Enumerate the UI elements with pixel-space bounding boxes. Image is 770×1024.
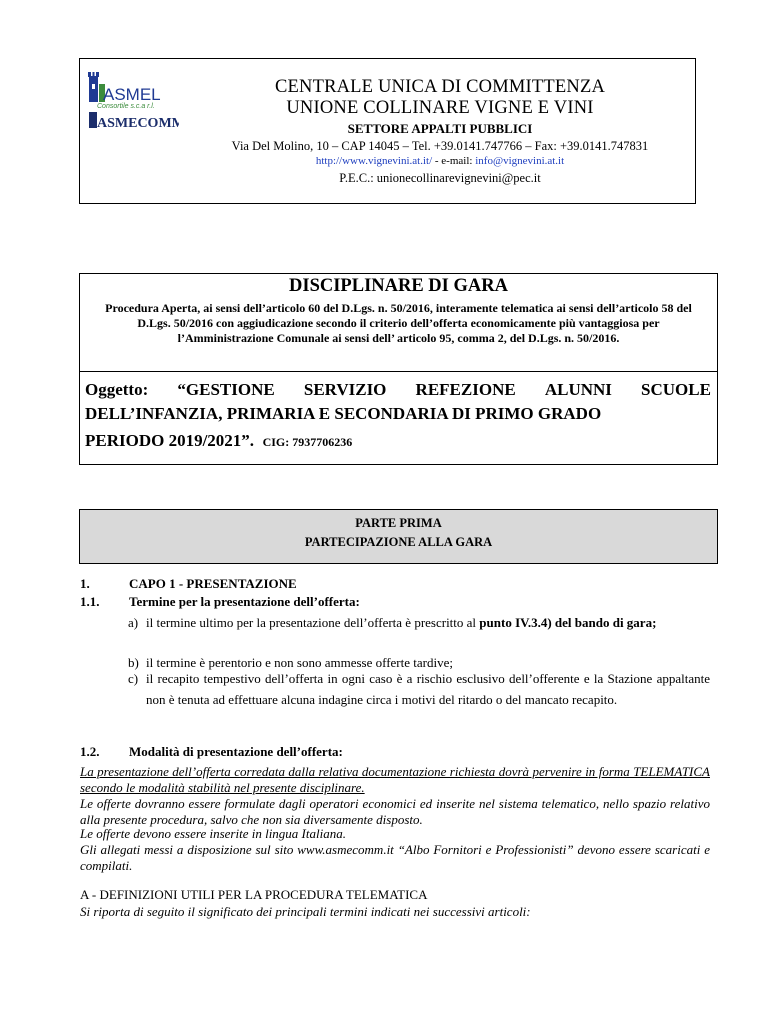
list-item	[128, 612, 710, 633]
definitions-subtitle: Si riporta di seguito il significato dei principali termini indicati nei successivi articoli:	[80, 904, 531, 919]
list-item-text-bold: punto IV.3.4) del bando di gara;	[479, 615, 657, 630]
list-item-text: il recapito tempestivo dell’offerta in ogni caso è a rischio esclusivo dell’offerente e la Stazione appaltante non è tenuta ad effettuare alcuna indagine circa i motivi del ritardo o del mancato recapito.	[146, 671, 710, 707]
oggetto-word: SCUOLE	[641, 380, 711, 399]
section-1-2-number: 1.2.	[80, 744, 100, 759]
section-1-1-number: 1.1.	[80, 594, 100, 609]
oggetto-periodo: PERIODO 2019/2021”.	[85, 431, 255, 450]
oggetto-word: SERVIZIO	[303, 380, 387, 399]
parte-prima-subtitle: PARTECIPAZIONE ALLA GARA	[304, 535, 493, 549]
header-web-line	[190, 155, 690, 167]
list-item-label: a)	[128, 615, 139, 630]
list-item-text-plain: il termine ultimo per la presentazione dell’offerta è prescritto al	[146, 615, 480, 630]
logo-brand2: ASMECOMM	[97, 116, 179, 131]
logo-brand1-sub: Consortile s.c.a r.l.	[97, 103, 155, 110]
oggetto-word: ALUNNI	[544, 380, 612, 399]
logo-brand1: ASMEL	[103, 85, 161, 104]
header-title-line1: CENTRALE UNICA DI COMMITTENZA	[274, 77, 606, 97]
list-item	[128, 668, 710, 710]
list-item-label: b)	[128, 655, 139, 670]
oggetto-line3	[85, 431, 711, 451]
section-1-title: CAPO 1 - PRESENTAZIONE	[129, 576, 297, 591]
header-pec: P.E.C.: unionecollinarevignevini@pec.it	[339, 171, 541, 185]
list-item-text	[146, 612, 710, 633]
oggetto-line1	[85, 380, 711, 400]
asmel-logo	[83, 62, 179, 132]
section-1-1-title: Termine per la presentazione dell’offerta:	[129, 594, 360, 609]
parte-prima-title: PARTE PRIMA	[355, 516, 442, 530]
header-address: Via Del Molino, 10 – CAP 14045 – Tel. +39.0141.747766 – Fax: +39.0141.747831	[231, 139, 649, 153]
disciplinare-text: Procedura Aperta, ai sensi dell’articolo 60 del D.Lgs. n. 50/2016, interamente telematica ai sensi dell’articolo 58 del D.Lgs. 50/2016 con aggiudicazione secondo il criterio dell’offerta economicamente più vantaggiosa per l’Amministrazione Comunale ai sensi dell’ articolo 95, comma 2, del D.Lgs. n. 50/2016.	[105, 301, 692, 345]
paragraph-offerte: Le offerte dovranno essere formulate dagli operatori economici ed inserite nel sistema telematico, nello spazio relativo alla presente procedura, salvo che non sia diversamente disposto.	[80, 796, 710, 827]
section-1-2-title: Modalità di presentazione dell’offerta:	[129, 744, 343, 759]
asmel-logo-icon	[83, 62, 179, 132]
list-item-label: c)	[128, 671, 139, 686]
list-item-text: il termine è perentorio e non sono ammesse offerte tardive;	[146, 655, 453, 670]
header-title-line2: UNIONE COLLINARE VIGNE E VINI	[286, 98, 594, 118]
definitions-title: A - DEFINIZIONI UTILI PER LA PROCEDURA TELEMATICA	[80, 887, 428, 902]
paragraph-telematica: La presentazione dell’offerta corredata dalla relativa documentazione richiesta dovrà pervenire in forma TELEMATICA secondo le modalità stabilità nel presente disciplinare.	[80, 764, 710, 795]
website-link[interactable]: http://www.vignevini.at.it/	[315, 155, 433, 167]
paragraph-allegati: Gli allegati messi a disposizione sul sito www.asmecomm.it “Albo Fornitori e Professionisti” devono essere scaricati e compilati.	[80, 842, 710, 873]
disciplinare-title: DISCIPLINARE DI GARA	[289, 276, 508, 296]
section-1-number: 1.	[80, 576, 90, 591]
oggetto-word: Oggetto:	[85, 380, 149, 399]
header-settore: SETTORE APPALTI PUBBLICI	[347, 121, 533, 136]
oggetto-word: REFEZIONE	[415, 380, 516, 399]
oggetto-cig: CIG: 7937706236	[262, 435, 353, 449]
oggetto-line2: DELL’INFANZIA, PRIMARIA E SECONDARIA DI PRIMO GRADO	[85, 404, 602, 423]
web-separator: - e-mail:	[432, 155, 476, 167]
email-link[interactable]: info@vignevini.at.it	[475, 155, 565, 167]
oggetto-word: “GESTIONE	[177, 380, 275, 399]
paragraph-lingua: Le offerte devono essere inserite in lingua Italiana.	[80, 826, 346, 841]
